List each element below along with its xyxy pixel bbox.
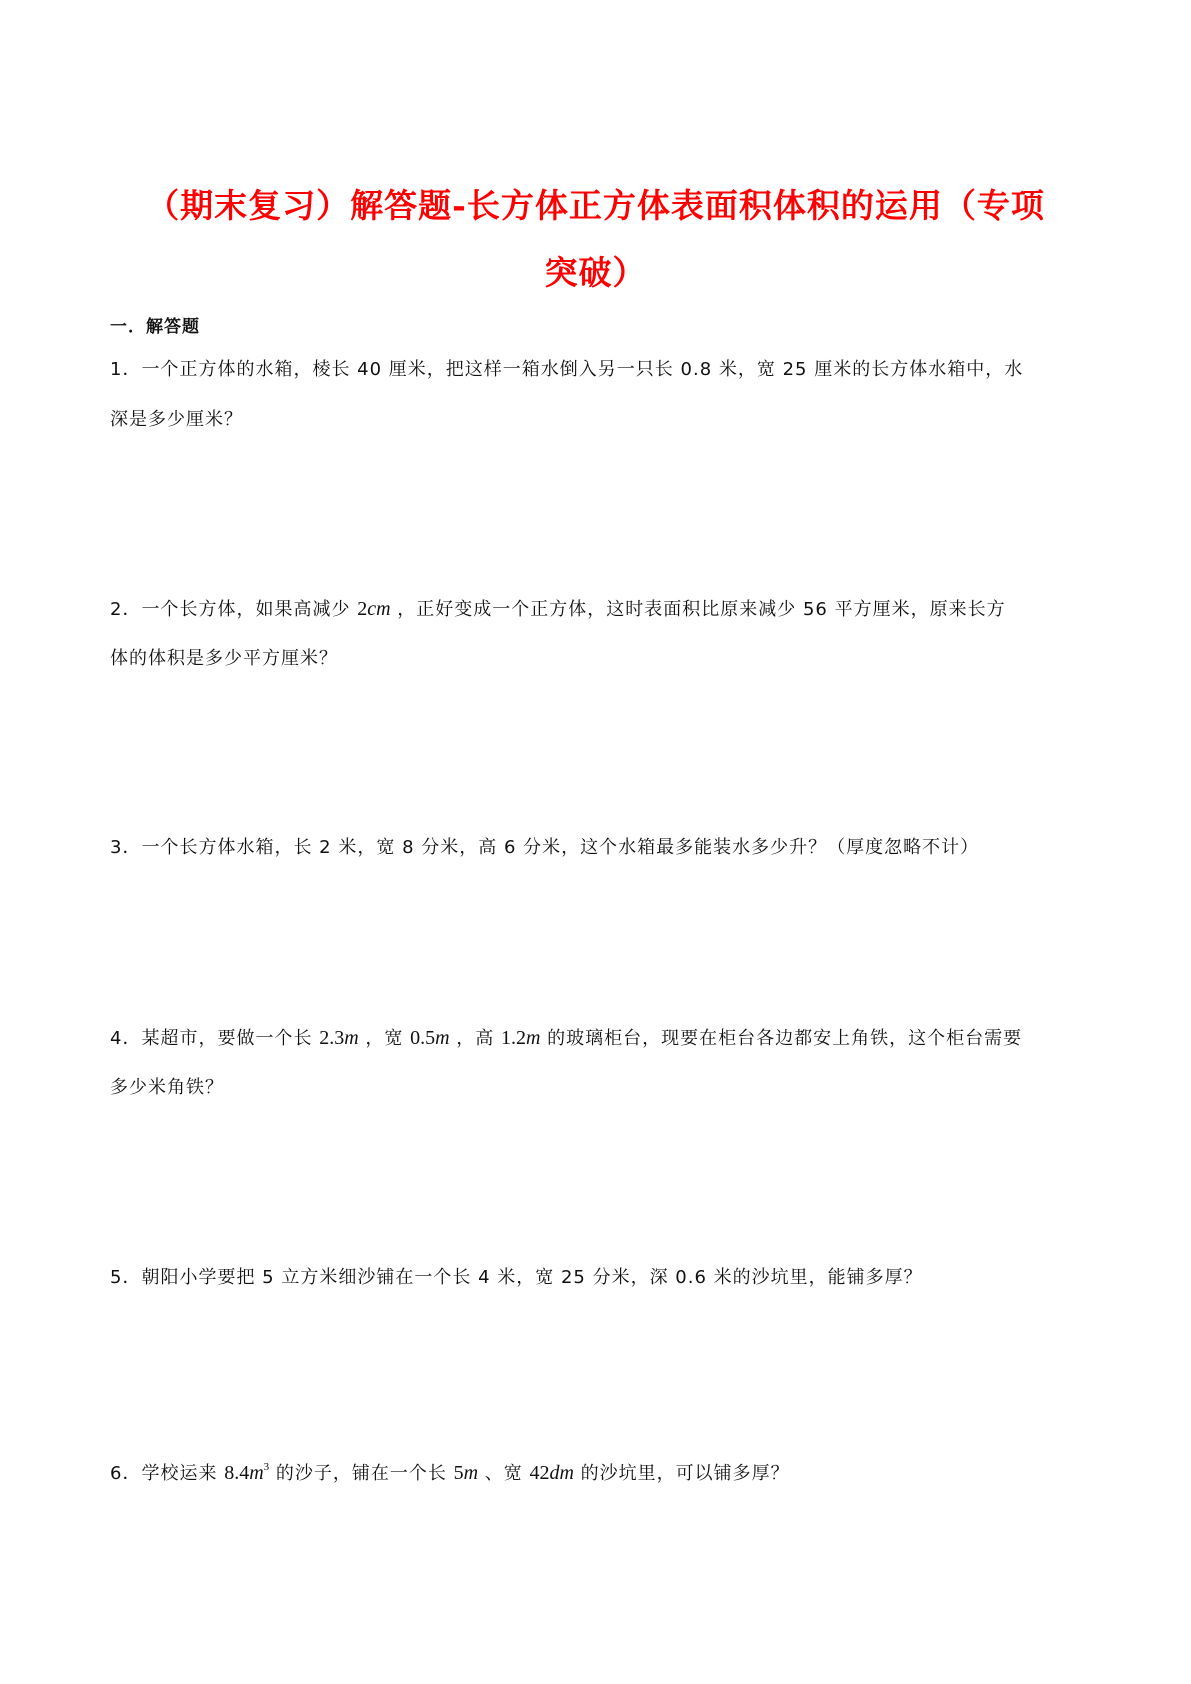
question-6-volume-unit: m bbox=[249, 1462, 264, 1484]
question-2-math bbox=[357, 598, 390, 620]
question-2-number: 2． bbox=[110, 599, 142, 620]
question-4-text-c: ，高 bbox=[449, 1028, 501, 1049]
question-4-height-unit: m bbox=[526, 1027, 541, 1049]
question-6-math-length bbox=[454, 1462, 478, 1484]
question-6 bbox=[110, 1448, 1090, 1498]
question-4-text-d: 的玻璃柜台，现要在柜台各边都安上角铁，这个柜台需要 bbox=[540, 1028, 1023, 1049]
question-4-text-a: 某超市，要做一个长 bbox=[141, 1028, 320, 1049]
question-6-width-value: 42 bbox=[529, 1462, 550, 1484]
question-1-text: 一个正方体的水箱，棱长 40 厘米，把这样一箱水倒入另一只长 0.8 米，宽 25 厘米的长方体水箱中，水 bbox=[141, 359, 1024, 380]
question-6-math-width bbox=[530, 1462, 574, 1484]
question-5-number: 5． bbox=[110, 1267, 142, 1288]
question-1-line-1 bbox=[110, 345, 1090, 395]
question-5 bbox=[110, 1253, 1090, 1303]
question-4-line-2: 多少米角铁？ bbox=[110, 1077, 224, 1098]
question-4-math-length bbox=[319, 1027, 358, 1049]
question-6-text-a: 学校运来 bbox=[141, 1463, 225, 1484]
question-1-line-2: 深是多少厘米？ bbox=[110, 409, 243, 430]
question-6-text-b: 的沙子，铺在一个长 bbox=[269, 1463, 454, 1484]
question-2-math-value: 2 bbox=[357, 598, 368, 620]
question-4-text-b: ，宽 bbox=[358, 1028, 411, 1049]
question-4-width-unit: m bbox=[435, 1027, 450, 1049]
question-6-number: 6． bbox=[110, 1463, 142, 1484]
question-6-text-d: 的沙坑里，可以铺多厚？ bbox=[573, 1463, 790, 1484]
question-2-line-2: 体的体积是多少平方厘米？ bbox=[110, 648, 338, 669]
question-4-length-value: 2.3 bbox=[319, 1027, 345, 1049]
question-1-number: 1． bbox=[110, 359, 142, 380]
question-4-length-unit: m bbox=[344, 1027, 359, 1049]
question-6-line-1 bbox=[110, 1448, 1090, 1498]
question-6-volume-value: 8.4 bbox=[224, 1462, 250, 1484]
question-3-line-1 bbox=[110, 823, 1090, 873]
question-4 bbox=[110, 1013, 1090, 1113]
page-title-line-2: 突破） bbox=[544, 253, 647, 292]
question-6-volume-exponent: 3 bbox=[263, 1461, 270, 1473]
question-4-math-width bbox=[410, 1027, 449, 1049]
question-4-math-height bbox=[501, 1027, 540, 1049]
question-3-number: 3． bbox=[110, 837, 142, 858]
page-title-line-1: （期末复习）解答题-长方体正方体表面积体积的运用（专项 bbox=[146, 186, 1045, 225]
question-4-height-value: 1.2 bbox=[501, 1027, 526, 1049]
question-2 bbox=[110, 584, 1090, 684]
question-2-math-unit: cm bbox=[367, 598, 391, 620]
question-6-length-unit: m bbox=[463, 1462, 479, 1484]
section-heading: 一．解答题 bbox=[110, 317, 200, 337]
question-6-text-c: 、宽 bbox=[478, 1463, 530, 1484]
question-6-length-value: 5 bbox=[453, 1462, 464, 1484]
question-4-number: 4． bbox=[110, 1028, 142, 1049]
question-2-line-1 bbox=[110, 584, 1090, 634]
question-2-text-a: 一个长方体，如果高减少 bbox=[141, 599, 358, 620]
question-2-text-b: ，正好变成一个正方体，这时表面积比原来减少 56 平方厘米，原来长方 bbox=[390, 599, 1006, 620]
question-3-text: 一个长方体水箱，长 2 米，宽 8 分米，高 6 分米，这个水箱最多能装水多少升？（厚度忽略不计） bbox=[141, 837, 980, 858]
question-5-line-1 bbox=[110, 1253, 1090, 1303]
question-4-line-1 bbox=[110, 1013, 1090, 1063]
question-4-width-value: 0.5 bbox=[410, 1027, 436, 1049]
question-6-width-unit: dm bbox=[549, 1462, 574, 1484]
question-3 bbox=[110, 823, 1090, 873]
question-1 bbox=[110, 345, 1090, 445]
question-5-text: 朝阳小学要把 5 立方米细沙铺在一个长 4 米，宽 25 分米，深 0.6 米的沙坑里，能铺多厚？ bbox=[141, 1267, 923, 1288]
question-6-math-volume bbox=[224, 1462, 269, 1484]
